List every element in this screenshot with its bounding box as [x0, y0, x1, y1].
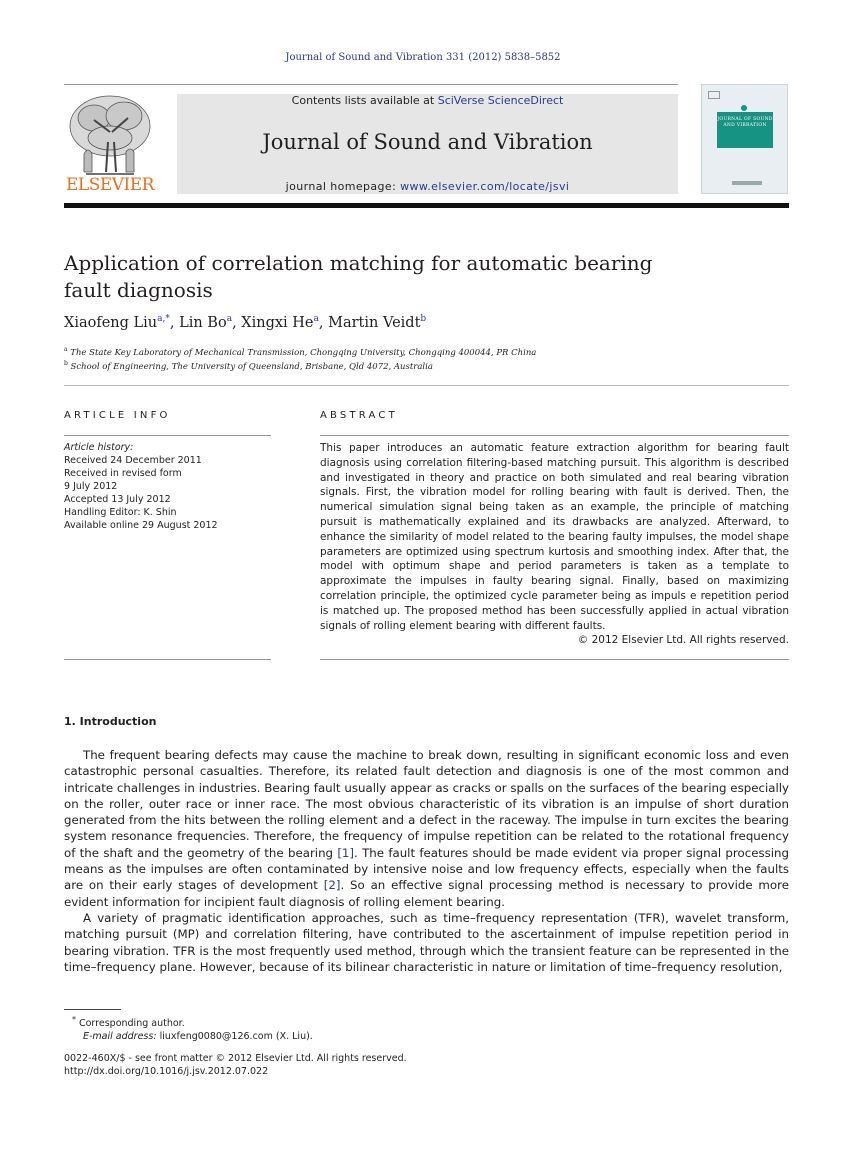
affiliation-mark: a: [64, 346, 68, 353]
affiliation-mark: b: [64, 360, 68, 367]
masthead-rule: [64, 203, 789, 208]
journal-masthead: [177, 94, 678, 194]
history-item: Received 24 December 2011: [64, 455, 202, 466]
history-label: Article history:: [64, 442, 134, 453]
author-affiliation-mark[interactable]: a: [313, 314, 319, 324]
history-item: Available online 29 August 2012: [64, 520, 218, 531]
doi-link[interactable]: http://dx.doi.org/10.1016/j.jsv.2012.07.022: [64, 1066, 269, 1077]
footnote-rule: [64, 1009, 121, 1010]
abstract-heading: ABSTRACT: [320, 410, 398, 421]
footnotes: [64, 1013, 789, 1043]
abstract-text: This paper introduces an automatic feature extraction algorithm for bearing fault diagnosis using correlation filtering-based matching pursuit. This algorithm is described and investigated in theory and practice on both simulated and real bearing vibration signals. First, the vibration model for rolling bearing with fault is derived. Then, the numerical simulation signal being taken as an example, the principle of matching pursuit is mathematically explained and its drawbacks are analyzed. Afterward, to enhance the similarity of model related to the bearing faulty impulses, the model shape parameters are optimized using spectrum kurtosis and smoothing index. After that, the model with optimum shape and period parameters is taken as a template to approximate the impulses in faulty bearing signal. Finally, based on maximizing correlation principle, the optimized cycle parameter being as impuls e repetition period is matched up. The proposed method has been successfully applied in actual vibration signals of rolling element bearing with different faults.: [320, 442, 789, 632]
abstract-rule: [320, 435, 789, 436]
author-affiliation-mark[interactable]: a: [226, 314, 233, 324]
email-label: E-mail address:: [83, 1031, 157, 1043]
email-note: [64, 1030, 789, 1043]
cover-publisher-mark: [732, 181, 762, 185]
abstract-rule-bottom: [320, 659, 789, 660]
copyright-line: © 2012 Elsevier Ltd. All rights reserved.: [577, 634, 789, 647]
paragraph-text: . So an effective signal processing method is necessary to provide more evident information for incipient fault diagnosis of rolling element bearing.: [64, 878, 789, 909]
journal-title: Journal of Sound and Vibration: [262, 130, 593, 154]
affiliation: [64, 360, 784, 372]
footnote-text: Corresponding author.: [78, 1018, 185, 1030]
cover-corner-mark: [708, 91, 720, 99]
history-item: Received in revised form: [64, 468, 182, 479]
elsevier-logo[interactable]: [64, 92, 156, 196]
author-list: Xiaofeng Liu$^{a,*}$, Lin Bo$^a$, Xingxi He$^a$, Martin Veidt$^b$: [64, 314, 427, 331]
journal-cover-thumbnail[interactable]: [701, 84, 788, 194]
header-rule: [64, 84, 678, 85]
paragraph-text: The frequent bearing defects may cause the machine to break down, resulting in significant economic loss and even catastrophic personal casualties. Therefore, its related fault detection and diagnosis is one of the most common and intricate challenges in industries. Bearing fault usually appear as cracks or spalls on the surfaces of the bearing especially on the roller, outer race or inner race. The most obvious characteristic of its vibration is an impulse of short duration generated from the hits between the rolling element and a defect in the raceway. The impulse in turn excites the bearing system resonance frequencies. Therefore, the frequency of impulse repetition can be related to the rotational frequency of the shaft and the geometry of the bearing: [64, 748, 789, 860]
body-paragraph: A variety of pragmatic identification approaches, such as time–frequency representation (TFR), wavelet transform, matching pursuit (MP) and correlation filtering, have contributed to the ascertainment of impulse repetition period in bearing vibration. TFR is the most frequently used method, through which the transient feature can be represented in the time–frequency plane. However, because of its bilinear characteristic in nature or limitation of time–frequency resolution,: [64, 910, 789, 974]
publication-info: [64, 1052, 789, 1078]
cover-emblem-icon: [741, 105, 747, 111]
elsevier-wordmark: ELSEVIER: [66, 175, 154, 195]
author-name[interactable]: Lin Bo: [179, 314, 227, 331]
author-affiliation-mark[interactable]: a,*: [157, 314, 170, 324]
email-address[interactable]: liuxfeng0080@126.com (X. Liu).: [159, 1031, 313, 1043]
abstract-body: [320, 441, 789, 648]
affiliation-text: The State Key Laboratory of Mechanical Transmission, Chongqing University, Chongqing 400044, PR China: [70, 347, 537, 358]
corresponding-author-note: [64, 1013, 789, 1030]
author-affiliation-mark[interactable]: b: [420, 314, 427, 324]
journal-reference[interactable]: Journal of Sound and Vibration 331 (2012) 5838–5852: [285, 52, 561, 63]
section-rule: [64, 385, 789, 386]
paragraph-text: . The fault features should be made evident via proper signal processing means as the impulses are often contaminated by intensive noise and low frequency effects, especially when the faults are on their early stages of development: [64, 845, 789, 893]
contents-prefix: Contents lists available at: [291, 94, 438, 107]
introduction-body: [64, 747, 789, 975]
journal-homepage-link[interactable]: www.elsevier.com/locate/jsvi: [400, 180, 570, 193]
author-name[interactable]: Martin Veidt: [328, 314, 421, 331]
article-info-rule-bottom: [64, 659, 271, 660]
affiliation: [64, 346, 784, 358]
homepage-prefix: journal homepage:: [285, 180, 401, 193]
article-title: Application of correlation matching for automatic bearing fault diagnosis: [64, 251, 653, 302]
author-name[interactable]: Xiaofeng Liu: [64, 314, 158, 331]
history-item: Accepted 13 July 2012: [64, 494, 171, 505]
history-item: Handling Editor: K. Shin: [64, 507, 177, 518]
issn-line: 0022-460X/$ - see front matter © 2012 Elsevier Ltd. All rights reserved.: [64, 1053, 407, 1064]
article-info-heading: ARTICLE INFO: [64, 410, 171, 421]
article-history: [64, 441, 271, 532]
history-item: 9 July 2012: [64, 481, 118, 492]
article-info-rule: [64, 435, 271, 436]
section-heading-introduction: 1. Introduction: [64, 715, 157, 728]
citation-link[interactable]: [2]: [323, 878, 341, 893]
author-name[interactable]: Xingxi He: [241, 314, 314, 331]
citation-link[interactable]: [1]: [337, 845, 355, 860]
cover-title: JOURNAL OF SOUND AND VIBRATION: [717, 112, 773, 148]
body-paragraph: [64, 747, 789, 910]
sciencedirect-link[interactable]: SciVerse ScienceDirect: [437, 94, 564, 107]
homepage-line: [177, 180, 678, 193]
footnote-mark: *: [72, 1015, 76, 1024]
contents-line: [177, 94, 678, 107]
affiliation-text: School of Engineering, The University of Queensland, Brisbane, Qld 4072, Australia: [70, 361, 433, 372]
